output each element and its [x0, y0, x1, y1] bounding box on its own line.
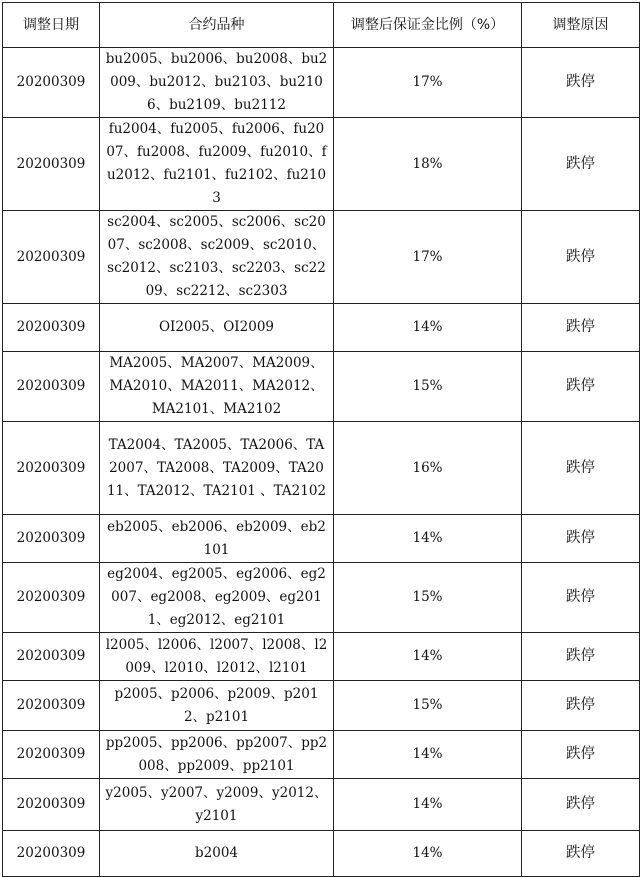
row-reason: 跌停 — [522, 779, 640, 831]
row-date: 20200309 — [3, 304, 100, 352]
row-contracts: pp2005、pp2006、pp2007、pp2008、pp2009、pp2101 — [100, 731, 334, 779]
row-contracts: TA2004、TA2005、TA2006、TA2007、TA2008、TA2009、TA2011、TA2012、TA2101 、TA2102 — [100, 422, 334, 515]
table-row — [3, 352, 640, 422]
table-row — [3, 831, 640, 877]
row-contracts: fu2004、fu2005、fu2006、fu2007、fu2008、fu2009、fu2010、fu2012、fu2101、fu2102、fu2103 — [100, 118, 334, 211]
row-reason: 跌停 — [522, 831, 640, 877]
table-row — [3, 422, 640, 515]
table-row — [3, 563, 640, 633]
row-contracts: MA2005、MA2007、MA2009、MA2010、MA2011、MA2012、MA2101、MA2102 — [100, 352, 334, 422]
row-ratio: 14% — [334, 633, 522, 681]
table-row — [3, 633, 640, 681]
row-date: 20200309 — [3, 831, 100, 877]
row-reason: 跌停 — [522, 563, 640, 633]
row-ratio: 16% — [334, 422, 522, 515]
row-ratio: 15% — [334, 352, 522, 422]
table-row — [3, 304, 640, 352]
row-ratio: 14% — [334, 779, 522, 831]
row-date: 20200309 — [3, 118, 100, 211]
header-row — [3, 3, 640, 48]
table-row — [3, 515, 640, 563]
row-contracts: sc2004、sc2005、sc2006、sc2007、sc2008、sc2009、sc2010、sc2012、sc2103、sc2203、sc2209、sc2212、sc2303 — [100, 211, 334, 304]
row-contracts: eb2005、eb2006、eb2009、eb2101 — [100, 515, 334, 563]
row-contracts: y2005、y2007、y2009、y2012、y2101 — [100, 779, 334, 831]
header-ratio: 调整后保证金比例（%） — [334, 3, 522, 48]
table-row — [3, 681, 640, 731]
row-reason: 跌停 — [522, 633, 640, 681]
row-date: 20200309 — [3, 352, 100, 422]
table-row — [3, 48, 640, 118]
row-ratio: 14% — [334, 515, 522, 563]
row-reason: 跌停 — [522, 211, 640, 304]
row-date: 20200309 — [3, 731, 100, 779]
row-ratio: 14% — [334, 831, 522, 877]
row-date: 20200309 — [3, 779, 100, 831]
row-ratio: 15% — [334, 681, 522, 731]
row-contracts: b2004 — [100, 831, 334, 877]
row-reason: 跌停 — [522, 422, 640, 515]
row-ratio: 17% — [334, 48, 522, 118]
row-ratio: 14% — [334, 304, 522, 352]
row-date: 20200309 — [3, 563, 100, 633]
row-reason: 跌停 — [522, 515, 640, 563]
row-date: 20200309 — [3, 48, 100, 118]
row-date: 20200309 — [3, 633, 100, 681]
row-contracts: OI2005、OI2009 — [100, 304, 334, 352]
row-date: 20200309 — [3, 211, 100, 304]
row-ratio: 17% — [334, 211, 522, 304]
row-contracts: l2005、l2006、l2007、l2008、l2009、l2010、l2012、l2101 — [100, 633, 334, 681]
row-ratio: 15% — [334, 563, 522, 633]
table-row — [3, 731, 640, 779]
row-date: 20200309 — [3, 422, 100, 515]
header-contracts: 合约品种 — [100, 3, 334, 48]
row-ratio: 18% — [334, 118, 522, 211]
row-date: 20200309 — [3, 515, 100, 563]
row-ratio: 14% — [334, 731, 522, 779]
row-reason: 跌停 — [522, 681, 640, 731]
margin-adjustment-table — [2, 2, 640, 877]
row-reason: 跌停 — [522, 731, 640, 779]
row-date: 20200309 — [3, 681, 100, 731]
header-reason: 调整原因 — [522, 3, 640, 48]
row-contracts: p2005、p2006、p2009、p2012、p2101 — [100, 681, 334, 731]
table-row — [3, 118, 640, 211]
row-reason: 跌停 — [522, 48, 640, 118]
row-reason: 跌停 — [522, 304, 640, 352]
table-row — [3, 211, 640, 304]
row-contracts: bu2005、bu2006、bu2008、bu2009、bu2012、bu2103、bu2106、bu2109、bu2112 — [100, 48, 334, 118]
header-date: 调整日期 — [3, 3, 100, 48]
table-row — [3, 779, 640, 831]
row-contracts: eg2004、eg2005、eg2006、eg2007、eg2008、eg2009、eg2011、eg2012、eg2101 — [100, 563, 334, 633]
row-reason: 跌停 — [522, 118, 640, 211]
row-reason: 跌停 — [522, 352, 640, 422]
